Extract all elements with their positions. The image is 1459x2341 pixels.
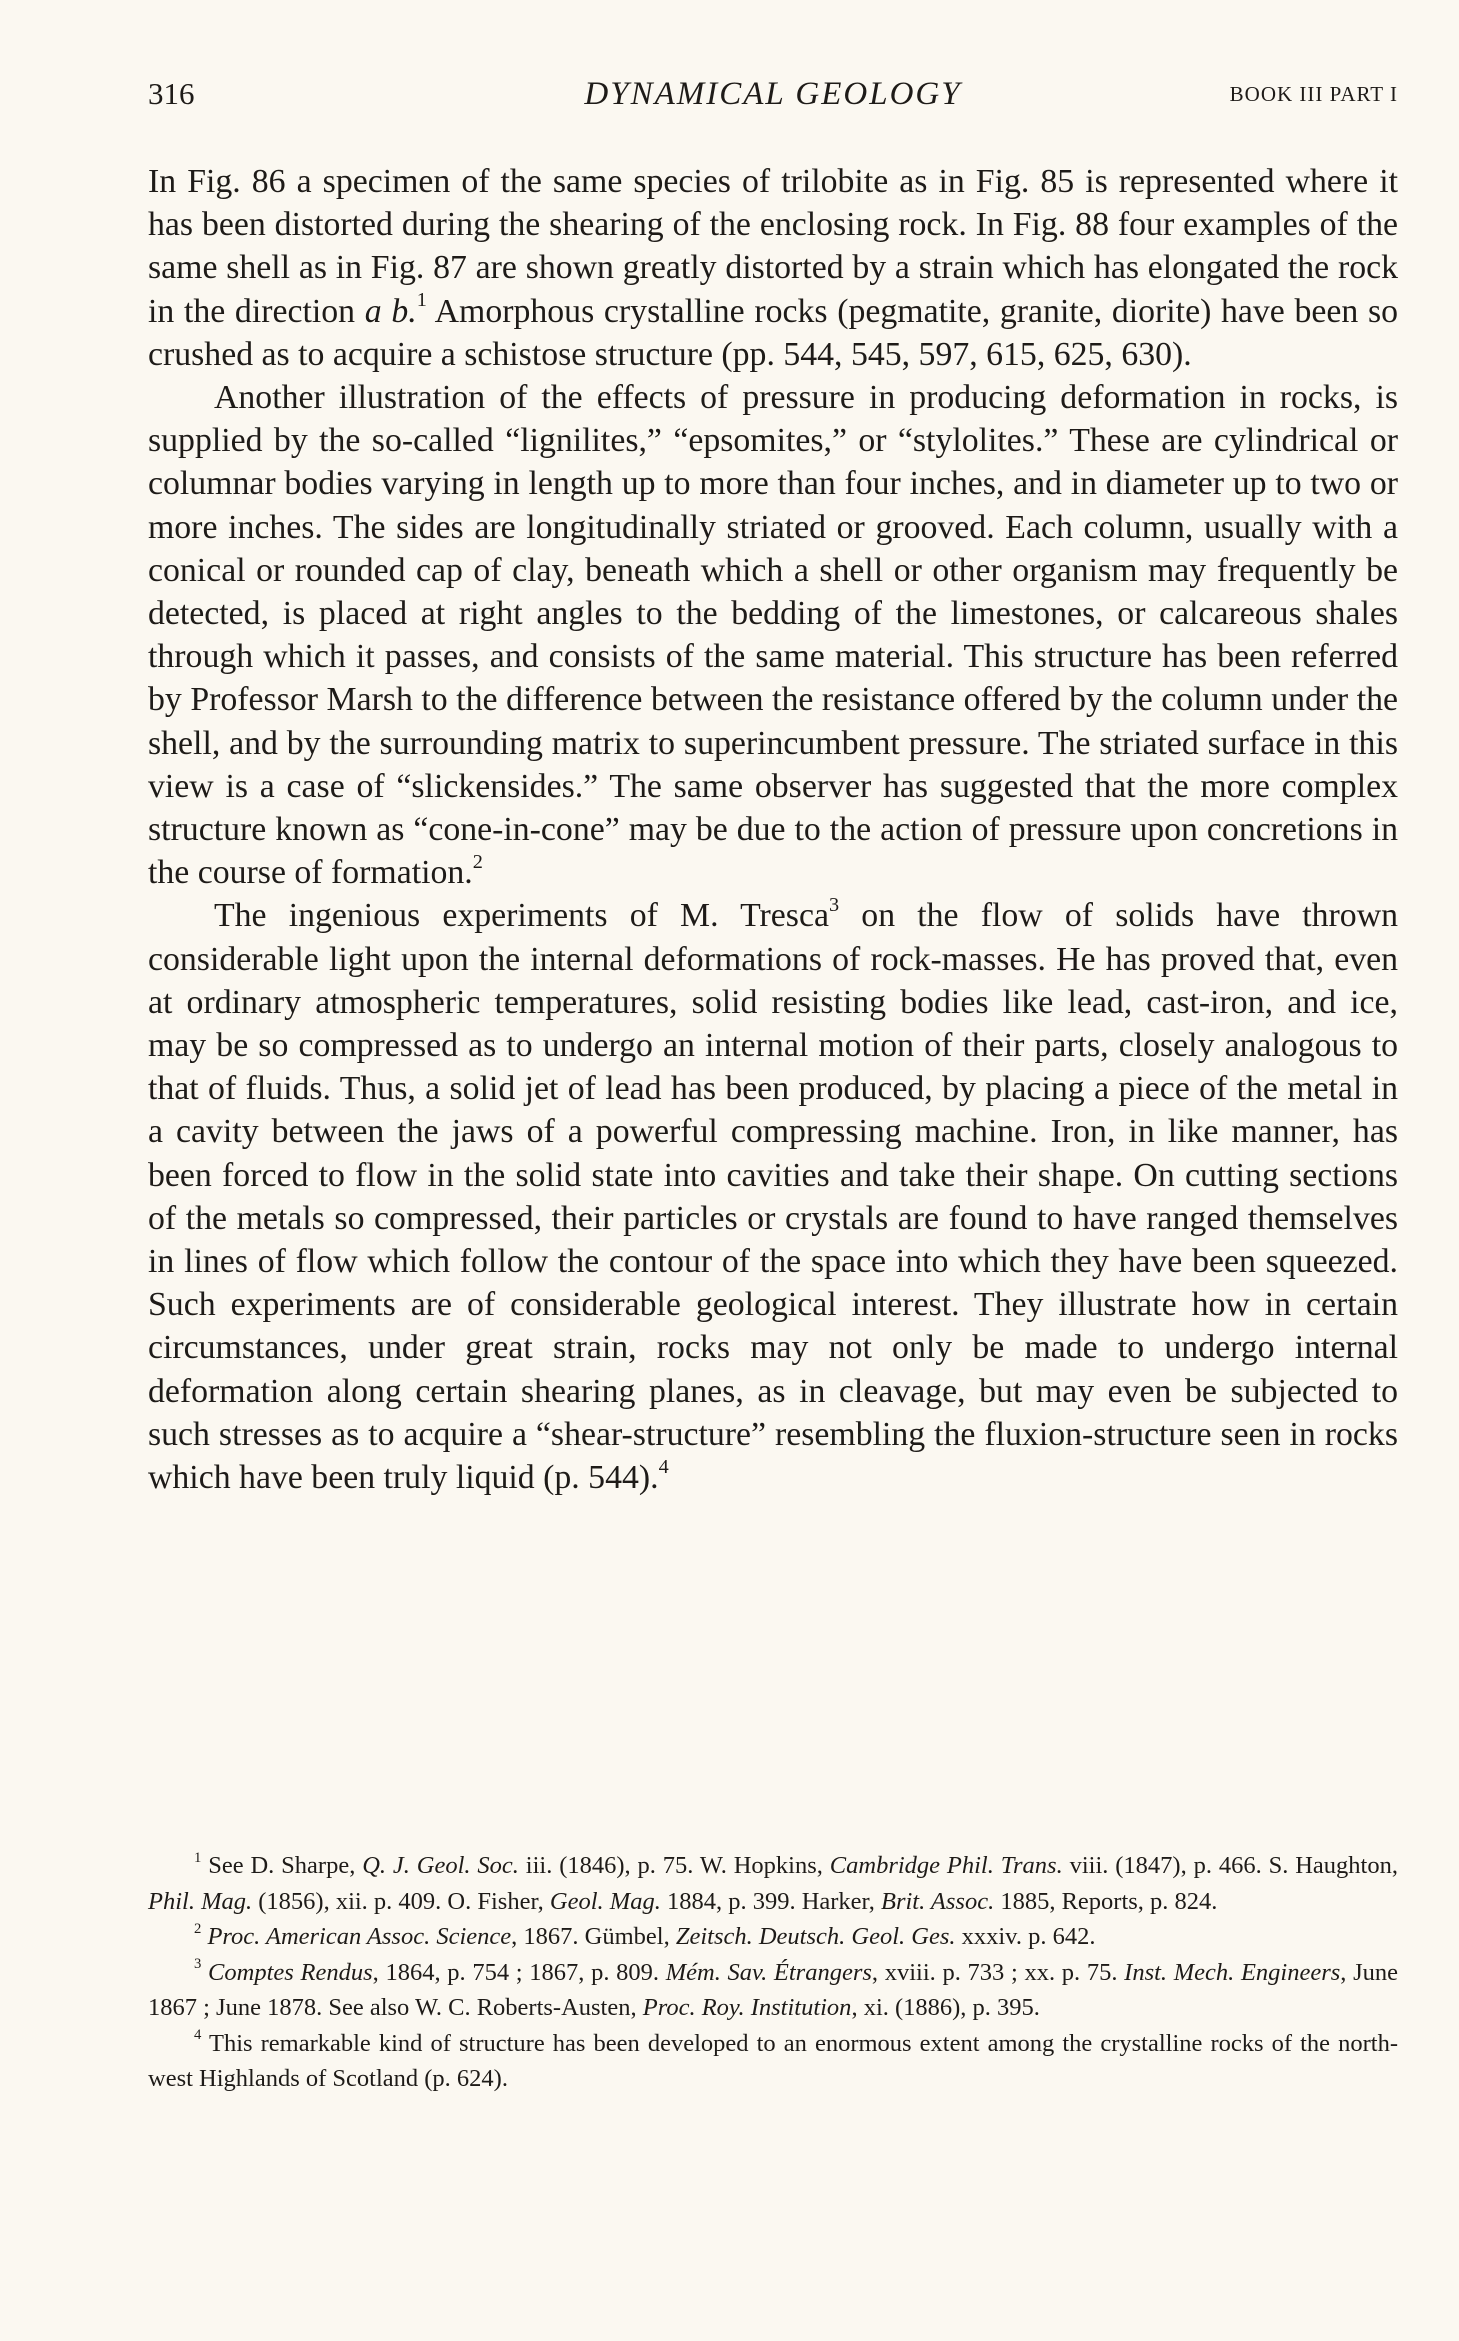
italic-text: Cambridge Phil. Trans. [829,1852,1063,1879]
italic-text: Phil. Mag. [148,1887,253,1915]
footnote-marker: 2 [472,850,483,873]
italic-text: Brit. Assoc. [880,1887,995,1915]
footnote-marker: 4 [194,2027,202,2044]
text-run: , June 1867 ; June 1878. See also W. C. Roberts-Austen, [148,1958,1399,2021]
paragraph [148,376,1398,894]
text-run: , 1867. Gümbel, [511,1923,676,1950]
footnote-marker: 1 [416,289,427,312]
italic-text: Geol. Mag. [549,1887,661,1915]
paragraph [148,160,1398,376]
text-run: 1885, Reports, p. 824. [994,1887,1218,1915]
text-run: viii. (1847), p. 466. S. Haughton, [1062,1852,1398,1879]
footnote-marker: 3 [194,1956,202,1973]
text-run: , xviii. p. 733 ; xx. p. 75. [871,1958,1125,1986]
italic-text: Comptes Rendus [208,1958,373,1986]
italic-text: Proc. Roy. Institution [642,1994,852,2021]
text-run: Another illustration of the effects of pressure in producing deformation in rocks, is supplied by the so-called “lignilites,” “epsomites,” or “stylolites.” These are cylindrical or columnar bodies varying in length up to more than four inches, and in diameter up to two or more inches. The sides are longitudinally striated or grooved. Each column, usually with a conical or rounded cap of clay, beneath which a shell or other organism may frequently be detected, is placed at right angles to the bedding of the limestones, or calcareous shales through which it passes, and consists of the same material. This structure has been referred by Professor Marsh to the difference between the resistance offered by the column under the shell, and by the surrounding matrix to superincumbent pressure. The striated surface in this view is a case of “slickensides.” The same observer has suggested that the more complex structure known as “cone-in-cone” may be due to the action of pressure upon concretions in the course of formation. [148,379,1398,892]
page-number: 316 [148,76,195,111]
text-run: The ingenious experiments of M. Tresca [214,897,829,935]
footnote-marker: 2 [194,1920,202,1937]
text-run: This remarkable kind of structure has been developed to an enormous extent among the crystalline rocks of the north-west Highlands of Scotland (p. 624). [148,2029,1398,2092]
italic-text: Mém. Sav. Étrangers [665,1958,872,1986]
text-run: (1856), xii. p. 409. O. Fisher, [252,1887,550,1915]
text-run: , 1864, p. 754 ; 1867, p. 809. [372,1958,666,1986]
running-header [148,76,1398,124]
italic-text: Inst. Mech. Engineers [1124,1958,1341,1986]
footnote-marker: 3 [828,894,840,917]
italic-text: Q. J. Geol. Soc. [362,1852,519,1879]
footnote [148,2026,1398,2097]
text-run: iii. (1846), p. 75. W. Hopkins, [518,1852,830,1879]
paragraph [148,894,1398,1499]
footnote-marker: 1 [194,1849,202,1866]
footnotes [148,1848,1398,2097]
text-run: Amorphous crystalline rocks (pegmatite, granite, diorite) have been so crushed as to acquire a schistose structure (pp. 544, 545, 597, 615, 625, 630). [148,292,1399,373]
italic-text: a b. [364,292,417,330]
main-text [148,160,1398,1499]
italic-text: Zeitsch. Deutsch. Geol. Ges. [675,1923,956,1950]
text-run: In Fig. 86 a specimen of the same species of trilobite as in Fig. 85 is represented where it has been distorted during the shearing of the enclosing rock. In Fig. 88 four examples of the same shell as in Fig. 87 are shown greatly distorted by a strain which has elongated the rock in the direction [148,163,1398,330]
italic-text: Proc. American Assoc. Science [207,1923,512,1950]
text-run: on the flow of solids have thrown considerable light upon the internal deformations of rock-masses. He has proved that, even at ordinary atmospheric temperatures, solid resisting bodies like lead, cast-iron, and ice, may be so compressed as to undergo an internal motion of their parts, closely analogous to that of fluids. Thus, a solid jet of lead has been produced, by placing a piece of the metal in a cavity between the jaws of a powerful compressing machine. Iron, in like manner, has been forced to flow in the solid state into cavities and take their shape. On cutting sections of the metals so compressed, their particles or crystals are found to have ranged themselves in lines of flow which follow the contour of the space into which they have been squeezed. Such experiments are of considerable geological interest. They illustrate how in certain circumstances, under great strain, rocks may not only be made to undergo internal deformation along certain shearing planes, as in cleavage, but may even be subjected to such stresses as to acquire a “shear-structure” resembling the fluxion-structure seen in rocks which have been truly liquid (p. 544). [148,897,1399,1497]
footnote [148,1955,1398,2026]
footnote [148,1919,1398,1955]
footnote-marker: 4 [658,1455,669,1478]
text-run: 1884, p. 399. Harker, [660,1887,881,1915]
running-title: DYNAMICAL GEOLOGY [584,76,962,112]
footnote [148,1848,1398,1919]
text-run: , xi. (1886), p. 395. [851,1994,1040,2021]
section-label: BOOK III PART I [1229,82,1398,106]
text-run: xxxiv. p. 642. [955,1923,1096,1950]
text-run: See D. Sharpe, [201,1852,363,1879]
